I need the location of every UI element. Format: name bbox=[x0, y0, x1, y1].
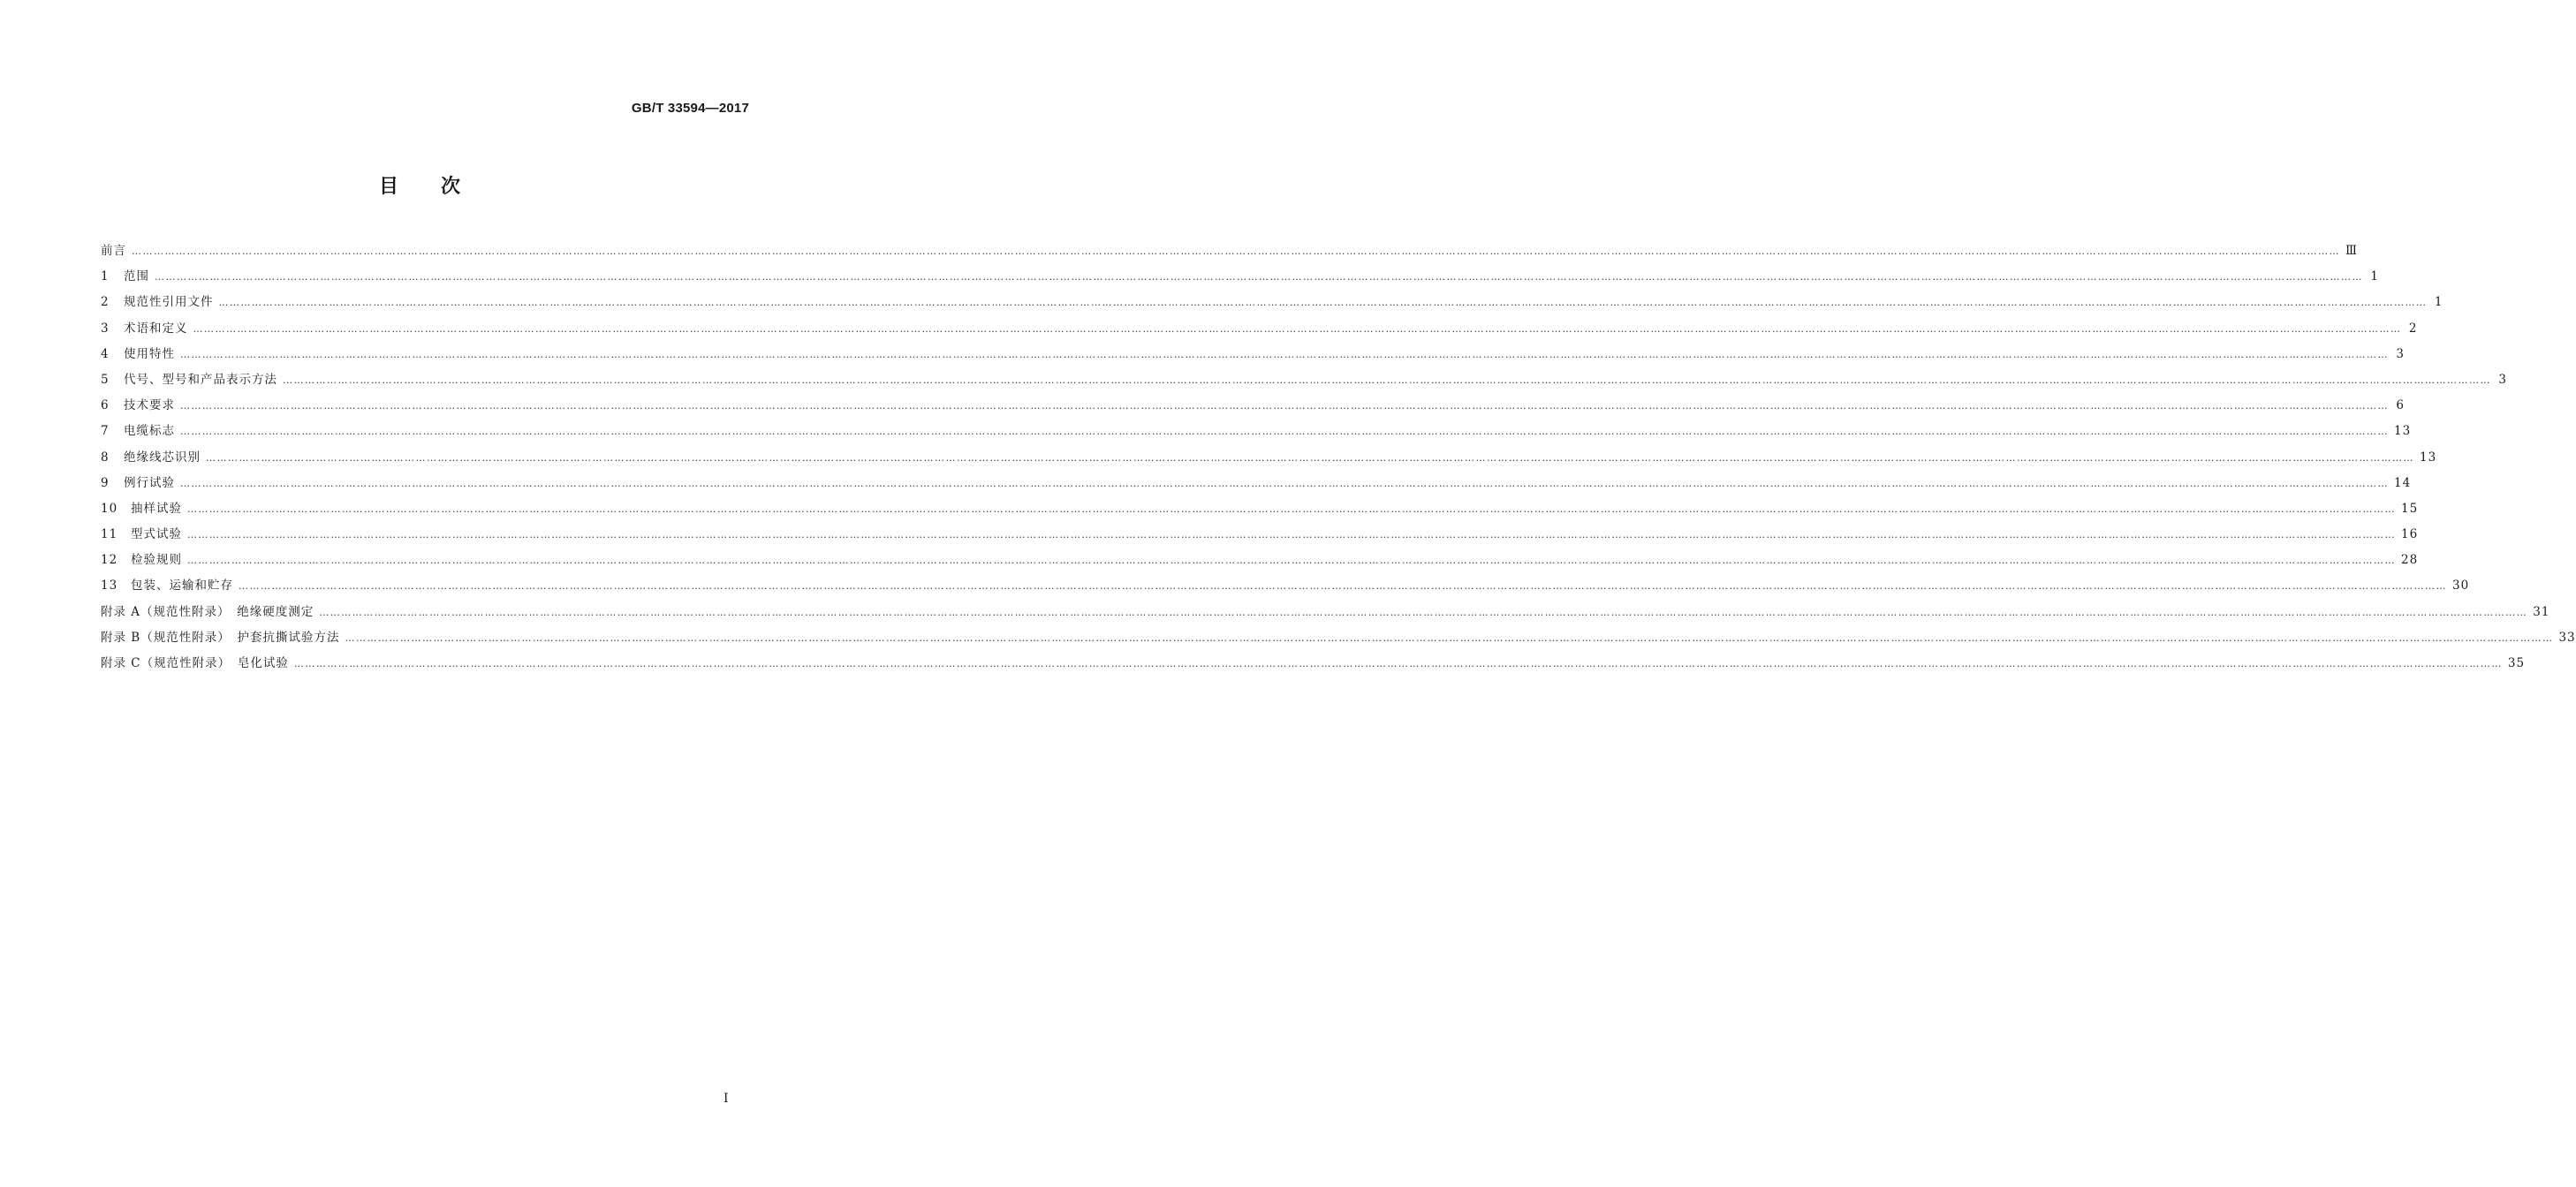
toc-entry-title: 代号、型号和产品表示方法 bbox=[124, 372, 277, 387]
toc-entry-title: 检验规则 bbox=[131, 553, 182, 568]
toc-entry-title: 附录 A（规范性附录） 绝缘硬度测定 bbox=[101, 604, 314, 619]
dot-leader: …………………………………………………………………………………………………………………………………………………………………………………………………………………………………………………………………………………………………………………………………………………………………………………………………………………………………………………………………………………………………………………………………………………… bbox=[345, 631, 2554, 644]
toc-entry-title: 附录 B（规范性附录） 护套抗撕试验方法 bbox=[101, 630, 340, 645]
dot-leader: …………………………………………………………………………………………………………………………………………………………………………………………………………………………………………………………………………………………………………………………………………………………………………………………………………………………………………………………………………………………………………………………………………………… bbox=[187, 555, 2396, 567]
toc-entry-page: 16 bbox=[2401, 527, 2419, 542]
toc-entry-number: 12 bbox=[101, 553, 118, 568]
toc-entry-page: 31 bbox=[2533, 604, 2550, 619]
toc-entry-title: 包装、运输和贮存 bbox=[131, 578, 233, 594]
toc-entry-page: 1 bbox=[2434, 295, 2443, 310]
dot-leader: …………………………………………………………………………………………………………………………………………………………………………………………………………………………………………………………………………………………………………………………………………………………………………………………………………………………………………………………………………………………………………………………………………………… bbox=[218, 297, 2428, 309]
toc-entry-number: 1 bbox=[101, 269, 110, 284]
toc-entry-title: 规范性引用文件 bbox=[124, 295, 214, 310]
toc-entry-page: 28 bbox=[2401, 553, 2419, 568]
toc-entry-title: 例行试验 bbox=[124, 475, 175, 490]
toc-entry-title: 绝缘线芯识别 bbox=[124, 450, 201, 465]
toc-entry[interactable] bbox=[101, 319, 2418, 344]
toc-entry-page: 13 bbox=[2394, 424, 2412, 439]
toc-entry-page: 6 bbox=[2396, 398, 2405, 413]
table-of-contents bbox=[101, 241, 2576, 679]
toc-entry-number: 5 bbox=[101, 372, 110, 387]
toc-entry[interactable] bbox=[101, 448, 2437, 473]
toc-entry-number: 10 bbox=[101, 501, 118, 516]
toc-entry-title: 型式试验 bbox=[131, 527, 182, 542]
toc-entry-number: 3 bbox=[101, 321, 110, 336]
toc-entry-page: 33 bbox=[2558, 630, 2576, 645]
dot-leader: …………………………………………………………………………………………………………………………………………………………………………………………………………………………………………………………………………………………………………………………………………………………………………………………………………………………………………………………………………………………………………………………………………………… bbox=[187, 529, 2396, 541]
dot-leader: …………………………………………………………………………………………………………………………………………………………………………………………………………………………………………………………………………………………………………………………………………………………………………………………………………………………………………………………………………………………………………………………………………………… bbox=[155, 271, 2363, 284]
dot-leader: …………………………………………………………………………………………………………………………………………………………………………………………………………………………………………………………………………………………………………………………………………………………………………………………………………………………………………………………………………………………………………………………………………………… bbox=[293, 658, 2503, 669]
page-number: I bbox=[724, 1092, 729, 1106]
toc-entry[interactable] bbox=[101, 499, 2419, 525]
toc-entry[interactable] bbox=[101, 525, 2419, 550]
dot-leader: …………………………………………………………………………………………………………………………………………………………………………………………………………………………………………………………………………………………………………………………………………………………………………………………………………………………………………………………………………………………………………………………………………………… bbox=[283, 374, 2491, 386]
toc-entry[interactable] bbox=[101, 602, 2550, 628]
toc-entry-page: 13 bbox=[2420, 450, 2437, 465]
toc-entry-page: Ⅲ bbox=[2345, 244, 2359, 258]
dot-leader: …………………………………………………………………………………………………………………………………………………………………………………………………………………………………………………………………………………………………………………………………………………………………………………………………………………………………………………………………………………………………………………………………………………… bbox=[180, 400, 2389, 412]
dot-leader: …………………………………………………………………………………………………………………………………………………………………………………………………………………………………………………………………………………………………………………………………………………………………………………………………………………………………………………………………………………………………………………………………………………… bbox=[239, 580, 2447, 593]
toc-entry[interactable] bbox=[101, 421, 2412, 447]
dot-leader: …………………………………………………………………………………………………………………………………………………………………………………………………………………………………………………………………………………………………………………………………………………………………………………………………………………………………………………………………………………………………………………………………………………… bbox=[206, 451, 2414, 464]
toc-entry-title: 技术要求 bbox=[124, 398, 175, 413]
toc-entry[interactable] bbox=[101, 628, 2576, 654]
toc-entry-number: 4 bbox=[101, 346, 110, 361]
toc-entry-number: 13 bbox=[101, 578, 118, 594]
dot-leader: …………………………………………………………………………………………………………………………………………………………………………………………………………………………………………………………………………………………………………………………………………………………………………………………………………………………………………………………………………………………………………………………………………………… bbox=[193, 322, 2402, 335]
dot-leader: …………………………………………………………………………………………………………………………………………………………………………………………………………………………………………………………………………………………………………………………………………………………………………………………………………………………………………………………………………………………………………………………………………………… bbox=[132, 246, 2340, 257]
toc-entry[interactable] bbox=[101, 473, 2412, 499]
dot-leader: …………………………………………………………………………………………………………………………………………………………………………………………………………………………………………………………………………………………………………………………………………………………………………………………………………………………………………………………………………………………………………………………………………………… bbox=[187, 503, 2396, 515]
toc-entry[interactable] bbox=[101, 396, 2405, 421]
toc-entry-title: 使用特性 bbox=[124, 346, 175, 361]
toc-entry[interactable] bbox=[101, 241, 2359, 267]
page-title: 目次 bbox=[378, 176, 503, 198]
toc-entry-number: 8 bbox=[101, 450, 110, 465]
toc-entry[interactable] bbox=[101, 370, 2507, 396]
toc-entry-number: 9 bbox=[101, 475, 110, 490]
toc-entry-page: 30 bbox=[2452, 578, 2470, 594]
toc-entry[interactable] bbox=[101, 576, 2470, 601]
toc-entry[interactable] bbox=[101, 654, 2526, 679]
toc-entry-number: 2 bbox=[101, 295, 110, 310]
toc-entry[interactable] bbox=[101, 267, 2379, 292]
toc-entry-page: 35 bbox=[2507, 656, 2526, 670]
toc-entry-title: 电缆标志 bbox=[124, 424, 175, 439]
toc-entry[interactable] bbox=[101, 292, 2443, 318]
toc-entry-number: 11 bbox=[101, 527, 118, 542]
toc-entry-title: 抽样试验 bbox=[131, 501, 182, 516]
toc-entry-number: 6 bbox=[101, 398, 110, 413]
standard-code: GB/T 33594—2017 bbox=[631, 101, 749, 116]
toc-entry-page: 14 bbox=[2394, 475, 2412, 490]
toc-entry-page: 3 bbox=[2396, 346, 2405, 361]
toc-entry-title: 范围 bbox=[124, 269, 149, 284]
dot-leader: …………………………………………………………………………………………………………………………………………………………………………………………………………………………………………………………………………………………………………………………………………………………………………………………………………………………………………………………………………………………………………………………………………………… bbox=[180, 477, 2389, 489]
toc-entry-page: 2 bbox=[2408, 321, 2418, 336]
toc-entry-page: 1 bbox=[2370, 269, 2379, 284]
toc-entry-title: 前言 bbox=[101, 244, 126, 258]
toc-entry-title: 术语和定义 bbox=[124, 321, 188, 336]
toc-entry-page: 3 bbox=[2498, 372, 2507, 387]
toc-entry[interactable] bbox=[101, 344, 2405, 370]
toc-entry-page: 15 bbox=[2401, 501, 2419, 516]
dot-leader: …………………………………………………………………………………………………………………………………………………………………………………………………………………………………………………………………………………………………………………………………………………………………………………………………………………………………………………………………………………………………………………………………………………… bbox=[180, 426, 2389, 438]
toc-entry-number: 7 bbox=[101, 424, 110, 439]
dot-leader: …………………………………………………………………………………………………………………………………………………………………………………………………………………………………………………………………………………………………………………………………………………………………………………………………………………………………………………………………………………………………………………………………………………… bbox=[180, 348, 2389, 360]
toc-entry-title: 附录 C（规范性附录） 皂化试验 bbox=[101, 656, 289, 670]
dot-leader: …………………………………………………………………………………………………………………………………………………………………………………………………………………………………………………………………………………………………………………………………………………………………………………………………………………………………………………………………………………………………………………………………………………… bbox=[319, 606, 2528, 618]
toc-entry[interactable] bbox=[101, 550, 2419, 576]
